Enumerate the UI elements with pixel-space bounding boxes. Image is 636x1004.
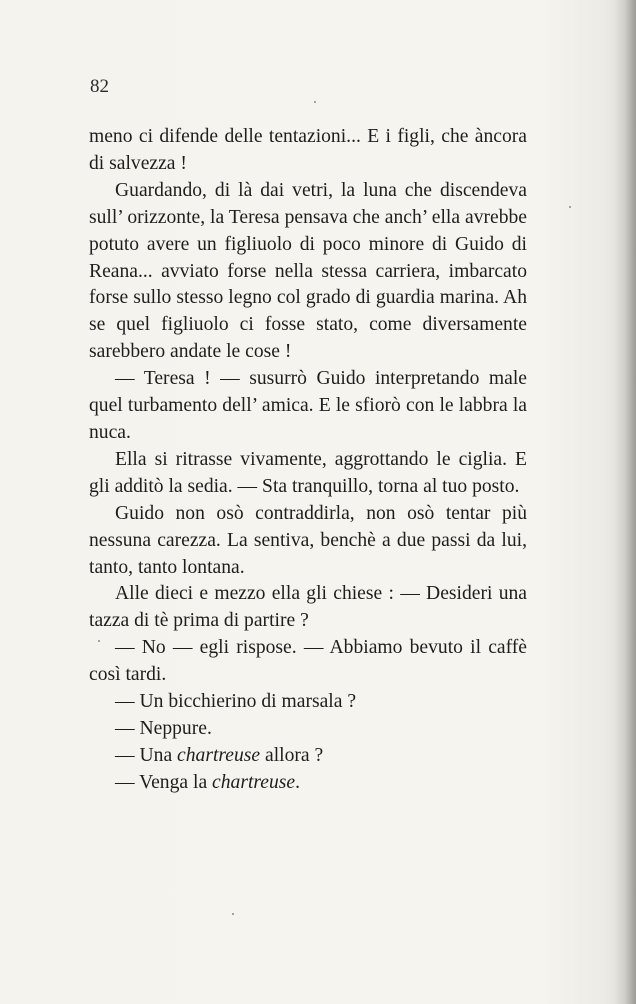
paragraph-8: — Un bicchierino di marsala ? [115, 691, 357, 713]
paragraph-11-end: . [295, 771, 301, 793]
paragraph-11-text: — Venga la [115, 771, 213, 793]
paragraph-3: — Teresa ! — susurrò Guido interpretando male quel turbamento dell’ amica. E le sfiorò con le labbra la nuca. [89, 368, 527, 443]
scan-speck [232, 913, 234, 915]
paragraph-2: Guardando, di là dai vetri, la luna che discendeva sull’ orizzonte, la Teresa pensava che anch’ ella avrebbe potuto avere un figliuolo di poco minore di Guido di Reana... avviato forse nella stessa carriera, imbarcato forse sullo stesso legno col grado di guardia marina. Ah se quel figliuolo ci fosse stato, come diversamente sarebbero andate le cose ! [89, 179, 527, 363]
scan-speck [314, 101, 316, 103]
paragraph-6: Alle dieci e mezzo ella gli chiese : — Desideri una tazza di tè prima di partire ? [89, 583, 527, 632]
paragraph-11 [89, 770, 527, 797]
paragraph-10-end: allora ? [260, 744, 324, 766]
scan-speck [569, 206, 571, 208]
paragraph-1: meno ci difende delle tentazioni... E i figli, che àncora di salvezza ! [89, 126, 527, 174]
paragraph-10-italic: chartreuse [177, 744, 261, 766]
paragraph-4: Ella si ritrasse vivamente, aggrottando le ciglia. E gli additò la sedia. — Sta tranquillo, torna al tuo posto. [89, 448, 527, 497]
paragraph-9: — Neppure. [115, 717, 212, 739]
paragraph-7: — No — egli rispose. — Abbiamo bevuto il caffè così tardi. [89, 637, 527, 686]
paragraph-10 [89, 743, 527, 770]
paragraph-5: Guido non osò contraddirla, non osò tentar più nessuna carezza. La sentiva, benchè a due passi da lui, tanto, tanto lontana. [89, 502, 527, 578]
paragraph-10-text: — Una [115, 744, 178, 766]
page-number: 82 [90, 76, 109, 97]
page-body [89, 124, 527, 797]
page-edge-shadow [614, 0, 636, 1004]
scan-speck [98, 640, 100, 642]
paragraph-11-italic: chartreuse [212, 771, 296, 793]
